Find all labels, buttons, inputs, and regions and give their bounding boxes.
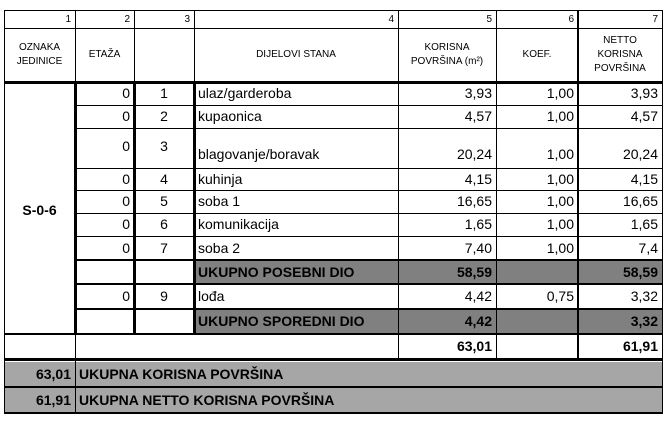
grid-line <box>134 10 135 84</box>
grid-line <box>4 386 663 388</box>
column-number-3: 3 <box>184 14 190 25</box>
grid-line <box>4 10 663 11</box>
header-korisna-povrsina: KORISNA POVRŠINA (m²) <box>410 42 484 67</box>
row-number: 1 <box>160 85 168 101</box>
etaza-cell: 0 <box>122 288 130 304</box>
summary-label: UKUPNA KORISNA POVRŠINA <box>79 366 284 382</box>
row-number: 6 <box>160 216 168 232</box>
subtotal-area: 58,59 <box>456 264 492 280</box>
area-cell: 7,40 <box>464 240 492 256</box>
row-number: 3 <box>160 138 168 154</box>
area-cell: 4,42 <box>464 288 492 304</box>
area-cell: 4,15 <box>464 171 492 187</box>
subtotal-netto: 3,32 <box>630 313 658 329</box>
etaza-cell: 0 <box>122 85 130 101</box>
column-number-7: 7 <box>652 14 658 25</box>
netto-cell: 3,93 <box>630 85 658 101</box>
grid-line <box>496 10 497 361</box>
room-name: soba 1 <box>198 193 241 209</box>
grid-line <box>75 308 663 310</box>
grid-line <box>75 105 663 106</box>
room-name: soba 2 <box>198 240 241 256</box>
column-number-5: 5 <box>486 14 492 25</box>
subtotal-netto: 58,59 <box>622 264 658 280</box>
netto-cell: 4,57 <box>630 108 658 124</box>
koef-cell: 0,75 <box>546 288 574 304</box>
grid-line <box>194 10 195 84</box>
column-number-6: 6 <box>568 14 574 25</box>
area-cell: 4,57 <box>464 108 492 124</box>
etaza-cell: 0 <box>122 193 130 209</box>
header-oznaka: OZNAKA JEDINICE <box>16 42 63 67</box>
netto-cell: 1,65 <box>630 216 658 232</box>
subtotal-label: UKUPNO POSEBNI DIO <box>198 264 355 280</box>
koef-cell: 1,00 <box>546 146 574 162</box>
netto-cell: 20,24 <box>622 146 658 162</box>
row-number: 4 <box>160 171 168 187</box>
etaza-cell: 0 <box>122 216 130 232</box>
unit-label: S-0-6 <box>22 202 57 218</box>
column-number-2: 2 <box>124 14 130 25</box>
room-name: ulaz/garderoba <box>198 85 292 101</box>
column-number-1: 1 <box>65 14 71 25</box>
subtotal-area: 4,42 <box>464 313 492 329</box>
row-number: 5 <box>160 193 168 209</box>
grid-line <box>74 82 77 335</box>
summary-label: UKUPNA NETTO KORISNA POVRŠINA <box>79 392 335 408</box>
etaza-cell: 0 <box>122 108 130 124</box>
grid-line <box>193 82 196 335</box>
header-koef: KOEF. <box>522 49 552 60</box>
header-etaza: ETAŽA <box>88 49 121 60</box>
room-name: kuhinja <box>198 171 243 187</box>
etaza-cell: 0 <box>122 171 130 187</box>
koef-cell: 1,00 <box>546 171 574 187</box>
summary-value: 61,91 <box>35 392 71 408</box>
grid-line <box>75 10 76 84</box>
grid-line <box>133 82 136 335</box>
etaza-cell: 0 <box>122 240 130 256</box>
etaza-cell: 0 <box>122 138 130 154</box>
netto-cell: 7,4 <box>638 240 658 256</box>
grid-line <box>75 259 663 261</box>
room-name: blagovanje/boravak <box>198 146 320 162</box>
koef-cell: 1,00 <box>546 240 574 256</box>
row-number: 2 <box>160 108 168 124</box>
row-number: 7 <box>160 240 168 256</box>
grid-line <box>75 213 663 214</box>
grid-line <box>398 10 399 361</box>
koef-cell: 1,00 <box>546 85 574 101</box>
grid-line <box>662 10 663 414</box>
room-name: kupaonica <box>198 108 262 124</box>
row-number: 9 <box>160 288 168 304</box>
grid-line <box>4 412 663 414</box>
koef-cell: 1,00 <box>546 193 574 209</box>
grid-line <box>75 334 76 414</box>
header-netto-korisna-povrsina: NETTO KORISNA POVRŠINA <box>594 35 646 74</box>
grid-line <box>4 28 663 29</box>
netto-cell: 3,32 <box>630 288 658 304</box>
total-netto: 61,91 <box>622 338 658 354</box>
area-cell: 16,65 <box>456 193 492 209</box>
grid-line <box>75 190 663 191</box>
column-number-4: 4 <box>388 14 394 25</box>
subtotal-label: UKUPNO SPOREDNI DIO <box>198 313 365 329</box>
grid-line <box>75 236 663 237</box>
area-cell: 20,24 <box>456 146 492 162</box>
header-dijelovi-stana: DIJELOVI STANA <box>256 49 336 60</box>
area-cell: 3,93 <box>464 85 492 101</box>
koef-cell: 1,00 <box>546 108 574 124</box>
koef-cell: 1,00 <box>546 216 574 232</box>
grid-line <box>4 81 663 84</box>
room-name: lođa <box>198 288 225 304</box>
grid-line <box>4 333 663 335</box>
grid-line <box>75 168 663 169</box>
total-area: 63,01 <box>456 338 492 354</box>
grid-line <box>577 10 579 361</box>
grid-line <box>4 358 663 361</box>
netto-cell: 16,65 <box>622 193 658 209</box>
summary-value: 63,01 <box>35 366 71 382</box>
room-name: komunikacija <box>198 216 279 232</box>
grid-line <box>4 10 5 414</box>
grid-line <box>75 283 663 285</box>
grid-line <box>75 128 663 129</box>
netto-cell: 4,15 <box>630 171 658 187</box>
area-cell: 1,65 <box>464 216 492 232</box>
